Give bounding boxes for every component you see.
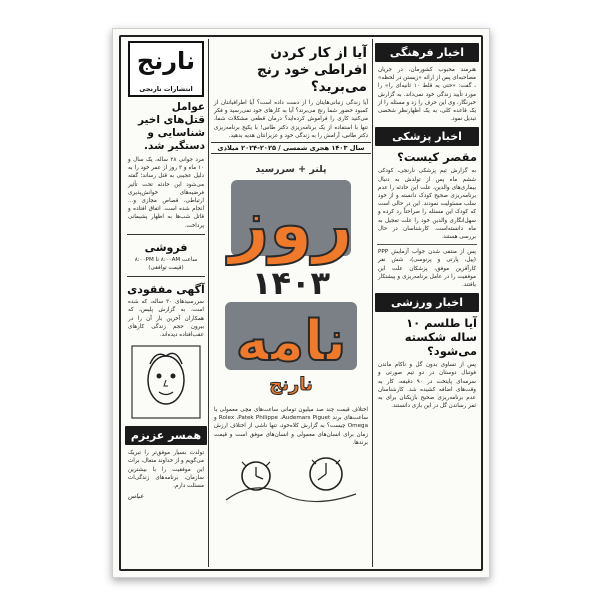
spouse-note-heading: همسر عزیزم xyxy=(125,426,207,445)
cover-word-1: روز xyxy=(228,183,354,266)
main-headline: آیا از کار کردن افراطی خود رنج می‌برید؟ xyxy=(257,45,367,95)
cover-tag: پلنر + سررسید xyxy=(255,164,327,176)
column-divider xyxy=(372,39,373,567)
column-divider xyxy=(208,39,209,567)
sport-news-text: پس از تساوی بدون گل و ناکام ماندن فوتبال دوستان در دو تیم صورتی و سرمه‌ای پایتخت در ۹۰ دقیقه، کار به وقت‌های اضافه کشیده شد. کارشناسان عدم برنامه‌ریزی صحیح بازیکنان برای به ثمر رساندن گل در این بازی دانستند. xyxy=(378,362,476,410)
newspaper-page xyxy=(112,28,490,578)
watch-article: اختلاف قیمت چند صد میلیون تومانی ساعت‌های مچی معمولی با ساعت‌های برند Rolex ،Patek Philippe ،Audemars Piguet و Omega چیست؟ به گزارش کلاه‌خود، تنها ناشی از اختلاف ارزش زمان برای انسان‌های معمولی و انسان‌های موفق است و قیمت برندها. xyxy=(214,407,369,446)
sport-news-heading: اخبار ورزشی xyxy=(375,293,479,312)
culture-news-heading: اخبار فرهنگی xyxy=(375,43,479,62)
logo-text: انتشارات نارنجی xyxy=(139,85,193,93)
signature: عباس xyxy=(128,492,144,501)
right-column xyxy=(375,39,479,567)
divider xyxy=(127,276,205,277)
culture-news-text: هنرمند محبوب کشورمان، در جریان مصاحبه‌ای پس از ارائه «زیستن در لحظه» ، گفت: «حتی یه قلط ۱۰ ثانیه‌ای را» را مورد تأیید زندگی خود نمی‌داند. به گزارش خبرنگار، وی این حرف را زد و مسئله را از یک قاعده کلی، به یک اظهارنظر شخصی تبدیل نمود. xyxy=(378,67,476,123)
spouse-note-text: تولدت بسیار موفق‌تر را تبریک می‌گویم و از خداوند متعال، برات این موفقیت را با بیشترین سازمان، برنامه‌های زندگی‌ات مسئلت دارم. xyxy=(128,450,204,490)
health-news-heading: اخبار پزشکی xyxy=(375,127,479,146)
left-column xyxy=(125,39,207,567)
cover-year: ۱۴۰۳ xyxy=(251,264,331,303)
cartoon-face-illustration xyxy=(126,342,206,422)
lost-ad-heading: آگهی مفقودی xyxy=(127,283,205,297)
lost-ad-text: سررسیدهای ۳۰ ساله، که شده است. به گزارش پلیس، که همکاران آخرین بار آن را در بیرون حجم زندگی کارهای عقب‌افتاده دیده‌اند. xyxy=(128,299,204,339)
logo-mark: نارنج xyxy=(136,47,196,75)
cover-word-2: نامه xyxy=(235,309,347,375)
planner-cover-illustration xyxy=(211,156,371,404)
crime-text: مرد جوانی ۲۸ ساله، یک سال و ۱۰ ماه و ۳ روز از عمر خود را به دلیل عجیبی به قتل رساند؛ گفته می‌شود این حادثه تحت تأثیر فرضیه‌های خوانش‌پذیری ارتباطی، قصاص مجازی و... انجام شده است. اتفاق افتاده و قاتل شب‌ها به اظهار پشیمانی پرداخت. xyxy=(128,157,205,229)
clocks-illustration xyxy=(216,450,366,508)
for-sale-heading: فروشی xyxy=(144,240,188,254)
divider xyxy=(377,244,477,245)
center-column xyxy=(211,39,371,567)
for-sale-text: ساعت ۸:۰۰AM تا ۸:۰۰PM (قیمت توافقی) xyxy=(134,256,198,272)
sport-news-title: آیا طلسم ۱۰ ساله شکسته می‌شود؟ xyxy=(404,316,477,359)
publisher-logo xyxy=(128,41,204,97)
health-news-text: به گزارش تیم پزشکی نارنجی، کودکی ششم ماه پس از تولدش به دنبال بیماری‌های والدین، علت این حادثه را عدم برنامه‌ریزی صحیح کودک دانسته و از خود سلب مسئولیت نمودند. این در حالی است که کودک این مسئله را صراحتاً رد کرده و سهل‌انگاری والدین خود را علت تعجیل به ماه دانسته‌است. کارشناسان در حال بررسی هستند. xyxy=(378,168,476,241)
crime-headline: عوامل قتل‌های اخیر شناسایی و دستگیر شد. xyxy=(137,101,205,152)
health-news-text-2: پس از منتفی شدن جواب آزمایش PPP (پیل، پارتی و پرنوسی)، شش نفر کارآفرین موفق، پزشکان علت این موفقیت را در عامل برنامه‌ریزی و پیشتکار یافتند. xyxy=(378,249,476,289)
cover-brand: نارنج xyxy=(269,374,313,396)
dateline: سال ۱۴۰۳ هجری شمسی / ۲۰۲۵-۲۰۲۴ میلادی xyxy=(211,142,371,154)
health-news-title: مقصر کیست؟ xyxy=(397,150,477,165)
divider xyxy=(127,234,205,235)
main-article: آیا زندگی زنبانی‌هایتان را از دست داده است؟ آیا اطرافیانتان از کمبود حضور شما رنج می‌برند؟ آیا به کارهای خود نمی‌رسید و فکر می‌کنید کاری را فراموش کرده‌اید؟ درمان قطعی مشکلات شما، تنها با استفاده از یک برنامه‌ریزی دکتر طاس! با یکیج برنامه‌ریزی دکتر طاس، آرامش را به زندگی خود و عزیزانتان هدیه بدهید. xyxy=(214,100,368,139)
